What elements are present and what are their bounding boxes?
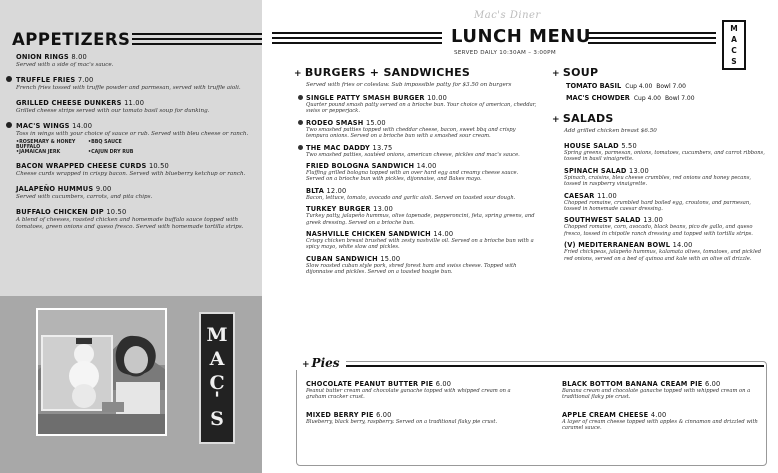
divider-line <box>272 42 442 44</box>
plus-icon: + <box>552 69 560 79</box>
item-price: 11.00 <box>124 98 145 107</box>
macs-sign <box>199 312 235 444</box>
gluten-free-icon <box>298 145 303 150</box>
sign-letter: S <box>210 408 224 430</box>
item-price: 9.00 <box>95 184 112 193</box>
item-price: 10.50 <box>148 161 169 170</box>
pie-list-left <box>306 380 532 429</box>
menu-item: CUBAN SANDWICH 15.00 Slow roasted cuban style pork, shred forest ham and swiss cheese. Topped with dijonnaise and pickles. Served on a toasted hoagie bun. <box>306 254 517 276</box>
gluten-free-icon <box>298 95 303 100</box>
burgers-heading: + BURGERS + SANDWICHES <box>294 66 471 79</box>
menu-item: BLACK BOTTOM BANANA CREAM PIE 6.00 Banana cream and chocolate ganache topped with whipped cream on a traditional flaky pie crust. <box>562 380 751 401</box>
appetizers-panel <box>0 0 262 473</box>
item-desc: Grilled cheese strips served with our tomato basil soup for dunking. <box>16 108 210 114</box>
serving-hours: SERVED DAILY 10:30AM – 3:00PM <box>454 50 556 56</box>
soup-heading: + SOUP <box>552 66 599 79</box>
sign-letter: C <box>209 372 225 394</box>
menu-item: FRIED BOLOGNA SANDWICH 14.00 Fluffing grilled bologna topped with an over hard egg and creamy cheese sauce. Served on a brioche bun with pickles, dijonnaise, and Bakes mayo. <box>306 162 519 183</box>
divider-line <box>588 42 716 44</box>
menu-item <box>4 52 258 69</box>
item-desc: A blend of cheeses, roasted chicken and homemade buffalo sauce topped with tomatoes, green onions and queso fresco. Served with homemade tortilla strips. <box>16 217 244 230</box>
gluten-free-icon <box>298 120 303 125</box>
menu-item <box>4 75 258 92</box>
menu-item: BLTA 12.00 Bacon, lettuce, tomato, avocado and garlic aioli. Served on toasted sour dough. <box>306 186 516 201</box>
menu-item: APPLE CREAM CHEESE 4.00 A layer of cream cheese topped with apples & cinnamon and drizzled with caramel sauce. <box>562 410 758 432</box>
divider-line <box>132 33 262 35</box>
plus-icon: + <box>294 69 302 79</box>
menu-item: RODEO SMASH 15.00 Two smashed patties topped with cheddar cheese, bacon, sweet bbq and crispy tempura onions. Served on a brioche bun with a smashed sour cream. <box>306 119 538 140</box>
sign-letter: S <box>731 57 737 66</box>
sign-letter: ' <box>214 388 220 410</box>
macs-sign-logo <box>722 20 746 70</box>
menu-item: (V) MEDITERRANEAN BOWL 14.00 Fried chickpeas, jalapeño hummus, kalamata olives, tomatoes, and pickled red onions, served on a bed of quinoa and kale with an olive oil drizzle. <box>564 241 762 262</box>
item-price: 10.50 <box>106 207 127 216</box>
burgers-subtitle: Served with fries or coleslaw. Sub impossible patty for $3.50 on burgers <box>306 82 512 88</box>
divider-line <box>588 32 716 34</box>
soup-row: MAC'S CHOWDER Cup 4.00 Bowl 7.00 <box>566 94 695 102</box>
menu-item: THE MAC DADDY 13.75 Two smashed patties, sautéed onions, american cheese, pickles and mac's sauce. <box>306 144 538 158</box>
menu-item <box>4 98 258 115</box>
divider-line <box>346 365 764 367</box>
divider-line <box>132 43 262 45</box>
menu-item <box>4 121 258 155</box>
sauce-option: •CAJUN DRY RUB <box>88 150 134 155</box>
item-price: 8.00 <box>71 52 87 61</box>
brand-name: Mac's Diner <box>474 10 541 21</box>
menu-item: MIXED BERRY PIE 6.00 Blueberry, black berry, raspberry. Served on a traditional flaky pie crust. <box>306 410 498 425</box>
painting-illustration <box>38 310 167 436</box>
menu-item <box>4 184 258 201</box>
item-price: 7.00 <box>77 75 94 84</box>
menu-item: TURKEY BURGER 13.00 Turkey patty, jalapeño hummus, olive tapenade, pepperoncini, feta, spring greens, and greek dressing. Served on a brioche bun. <box>306 205 535 226</box>
sign-letter: M <box>730 24 738 33</box>
plus-icon: + <box>552 115 560 125</box>
appetizers-heading: APPETIZERS <box>12 30 131 49</box>
plus-icon: + <box>302 360 310 370</box>
sign-letter: A <box>209 348 225 370</box>
item-name: TRUFFLE FRIES <box>16 75 76 84</box>
item-desc: Cheese curds wrapped in crispy bacon. Served with blueberry ketchup or ranch. <box>16 171 246 177</box>
item-name: GRILLED CHEESE DUNKERS <box>16 98 122 107</box>
sauce-option: •ROSEMARY & HONEY BUFFALO <box>16 140 76 150</box>
sauce-options <box>16 140 258 155</box>
soup-row: TOMATO BASIL Cup 4.00 Bowl 7.00 <box>566 82 686 90</box>
photo-area <box>0 296 262 473</box>
salads-subtitle: Add grilled chicken breast $6.50 <box>564 128 657 134</box>
divider-line <box>272 32 442 34</box>
item-desc: Served with cucumbers, carrots, and pita chips. <box>16 194 153 200</box>
menu-item <box>4 161 258 178</box>
menu-item: CAESAR 11.00 Chopped romaine, crumbled hard boiled egg, croutons, and parmesan, tossed in homemade caesar dressing. <box>564 191 751 213</box>
menu-item: CHOCOLATE PEANUT BUTTER PIE 6.00 Peanut butter cream and chocolate ganache topped with whipped cream on a graham cracker crust. <box>306 380 511 401</box>
item-name: JALAPEÑO HUMMUS <box>16 184 94 193</box>
gluten-free-icon <box>6 76 12 82</box>
salad-list <box>564 142 768 266</box>
item-price: 14.00 <box>72 121 93 130</box>
divider-line <box>272 37 442 39</box>
menu-item: SOUTHWEST SALAD 13.00 Chopped romaine, corn, avocado, black beans, pico de gallo, and queso fresco, tossed in chipotle ranch dressing and topped with tortilla strips. <box>564 216 753 237</box>
menu-item <box>4 207 258 231</box>
salads-heading: + SALADS <box>552 112 614 125</box>
menu-item: HOUSE SALAD 5.50 Spring greens, parmesan, onions, tomatoes, cucumbers, and carrot ribbons, tossed in basil vinaigrette. <box>564 142 765 163</box>
pie-list-right <box>562 380 762 436</box>
sauce-option: •JAMAICAN JERK <box>16 150 61 155</box>
item-name: BUFFALO CHICKEN DIP <box>16 207 104 216</box>
pies-heading: + Pies <box>296 356 346 370</box>
page-title: LUNCH MENU <box>451 26 591 47</box>
appetizer-list <box>4 52 258 237</box>
sauce-option: •BBQ SAUCE <box>88 140 122 145</box>
soup-list <box>566 82 766 106</box>
menu-item: SINGLE PATTY SMASH BURGER 10.00 Quarter pound smash patty served on a brioche bun. Your choice of american, cheddar, swiss or pepperjack. <box>306 94 538 115</box>
item-name: MAC'S WINGS <box>16 121 70 130</box>
item-name: ONION RINGS <box>16 52 69 61</box>
sign-letter: M <box>206 324 228 346</box>
burger-list <box>306 94 538 280</box>
item-desc: French fries tossed with truffle powder and parmesan, served with truffle aioli. <box>16 85 241 91</box>
menu-item: NASHVILLE CHICKEN SANDWICH 14.00 Crispy chicken breast brushed with zesty nashville oil. Served on a brioche bun with a spicy mayo, white slaw and pickles. <box>306 230 534 251</box>
painter-photo <box>36 308 167 436</box>
divider-line <box>132 38 262 40</box>
sign-letter: A <box>731 35 737 44</box>
item-name: BACON WRAPPED CHEESE CURDS <box>16 161 147 170</box>
divider-line <box>588 37 716 39</box>
item-desc: Served with a side of mac's sauce. <box>16 62 114 68</box>
gluten-free-icon <box>6 122 12 128</box>
menu-item: SPINACH SALAD 13.00 Spinach, craisins, bleu cheese crumbles, red onions and honey pecans, tossed in raspberry vinaigrette. <box>564 166 752 188</box>
item-desc: Toss in wings with your choice of sauce or rub. Served with bleu cheese or ranch. <box>16 131 249 137</box>
sign-letter: C <box>731 46 737 55</box>
